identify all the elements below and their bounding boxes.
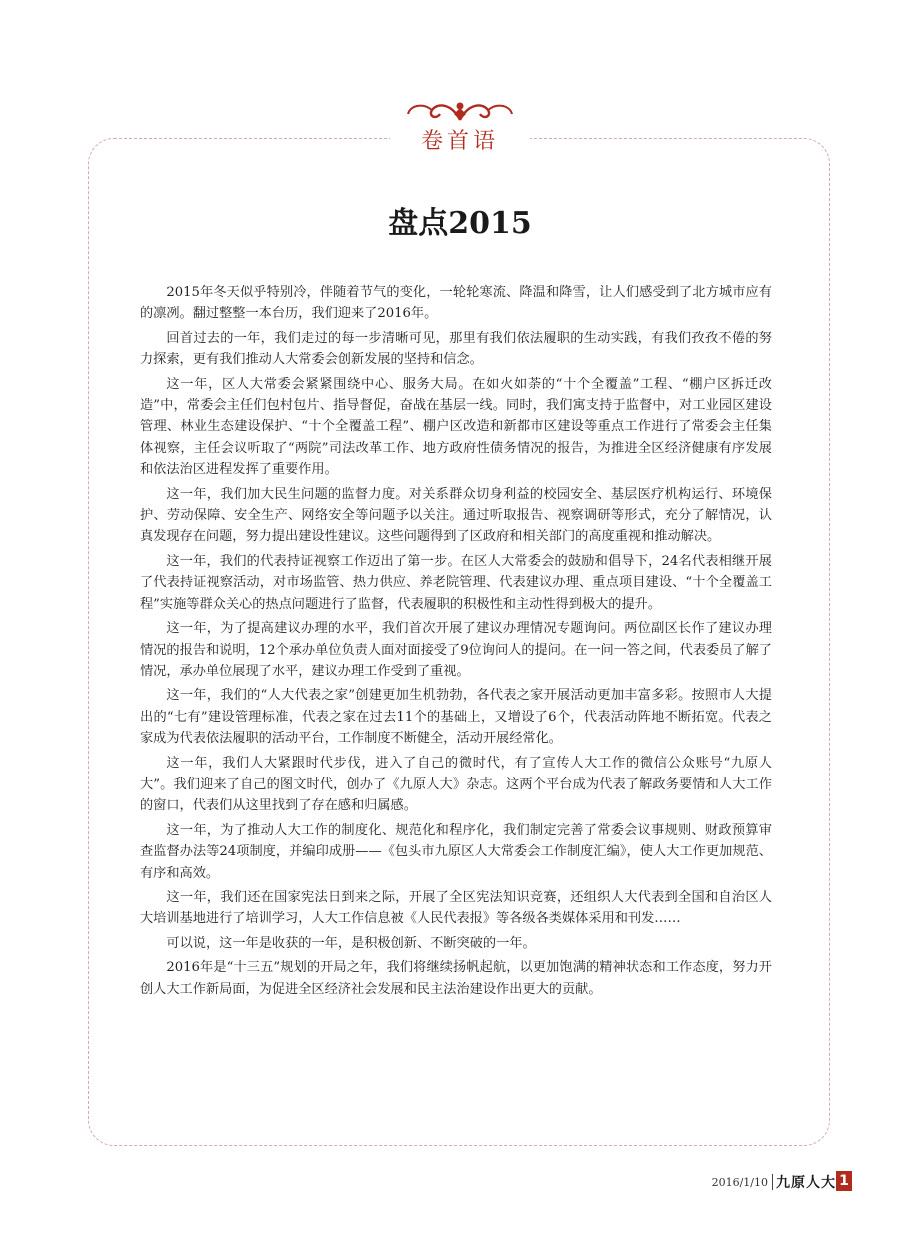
paragraph: 这一年，我们还在国家宪法日到来之际，开展了全区宪法知识竞赛，还组织人大代表到全国和自治区人大培训基地进行了培训学习，人大工作信息被《人民代表报》等各级各类媒体采用和刊发…… xyxy=(140,889,772,927)
footer-divider xyxy=(772,1174,773,1190)
paragraph: 2016年是“十三五”规划的开局之年，我们将继续扬帆起航，以更加饱满的精神状态和工作态度，努力开创人大工作新局面，为促进全区经济社会发展和民主法治建设作出更大的贡献。 xyxy=(140,960,772,997)
paragraph: 这一年，区人大常委会紧紧围绕中心、服务大局。在如火如荼的“十个全覆盖”工程、“棚户区拆迁改造”中，常委会主任们包村包片、指导督促，奋战在基层一线。同时，我们寓支持于监督中，对工业园区建设管理、林业生态建设保护、“十个全覆盖工程”、棚户区改造和新都市区建设等重点工作进行了常委会主任集体视察，主任会议听取了“两院”司法改革工作、地方政府性债务情况的报告，为推进全区经济健康有序发展和依法治区进程发挥了重要作用。 xyxy=(140,376,772,478)
article-body xyxy=(140,282,772,1003)
paragraph: 回首过去的一年，我们走过的每一步清晰可见，那里有我们依法履职的生动实践，有我们孜孜不倦的努力探索，更有我们推动人大常委会创新发展的坚持和信念。 xyxy=(140,330,772,368)
ornament-icon xyxy=(402,98,518,124)
paragraph: 这一年，我们人大紧跟时代步伐，进入了自己的微时代，有了宣传人大工作的微信公众账号“九原人大”。我们迎来了自己的图文时代，创办了《九原人大》杂志。这两个平台成为代表了解政务要情和人大工作的窗口，代表们从这里找到了存在感和归属感。 xyxy=(140,755,772,814)
paragraph: 这一年，为了提高建议办理的水平，我们首次开展了建议办理情况专题询问。两位副区长作了建议办理情况的报告和说明，12个承办单位负责人面对面接受了9位询问人的提问。在一问一答之间，代表委员了解了情况，承办单位展现了水平，建议办理工作受到了重视。 xyxy=(140,621,772,679)
magazine-name: 九原人大 xyxy=(776,1175,836,1191)
paragraph: 可以说，这一年是收获的一年，是积极创新、不断突破的一年。 xyxy=(166,935,536,951)
article-title: 盘点2015 xyxy=(388,206,532,241)
paragraph: 2015年冬天似乎特别冷，伴随着节气的变化，一轮轮寒流、降温和降雪，让人们感受到了北方城市应有的凛冽。翻过整整一本台历，我们迎来了2016年。 xyxy=(140,285,772,322)
section-label: 卷首语 xyxy=(390,126,530,160)
paragraph: 这一年，我们加大民生问题的监督力度。对关系群众切身利益的校园安全、基层医疗机构运行、环境保护、劳动保障、安全生产、网络安全等问题予以关注。通过听取报告、视察调研等形式，充分了解情况，认真发现存在问题，努力提出建设性建议。这些问题得到了区政府和相关部门的高度重视和推动解决。 xyxy=(140,486,772,545)
page-number-badge: 1 xyxy=(836,1171,852,1191)
paragraph: 这一年，我们的代表持证视察工作迈出了第一步。在区人大常委会的鼓励和倡导下，24名代表相继开展了代表持证视察活动，对市场监管、热力供应、养老院管理、代表建议办理、重点项目建设、“十个全覆盖工程”实施等群众关心的热点问题进行了监督，代表履职的积极性和主动性得到极大的提升。 xyxy=(140,553,772,612)
paragraph: 这一年，为了推动人大工作的制度化、规范化和程序化，我们制定完善了常委会议事规则、财政预算审查监督办法等24项制度，并编印成册——《包头市九原区人大常委会工作制度汇编》，使人大工作更加规范、有序和高效。 xyxy=(140,822,772,881)
issue-date: 2016/1/10 xyxy=(711,1176,768,1189)
paragraph: 这一年，我们的“人大代表之家”创建更加生机勃勃，各代表之家开展活动更加丰富多彩。按照市人大提出的“七有”建设管理标准，代表之家在过去11个的基础上，又增设了6个，代表活动阵地不断拓宽。代表之家成为代表依法履职的活动平台，工作制度不断健全，活动开展经常化。 xyxy=(140,688,772,747)
